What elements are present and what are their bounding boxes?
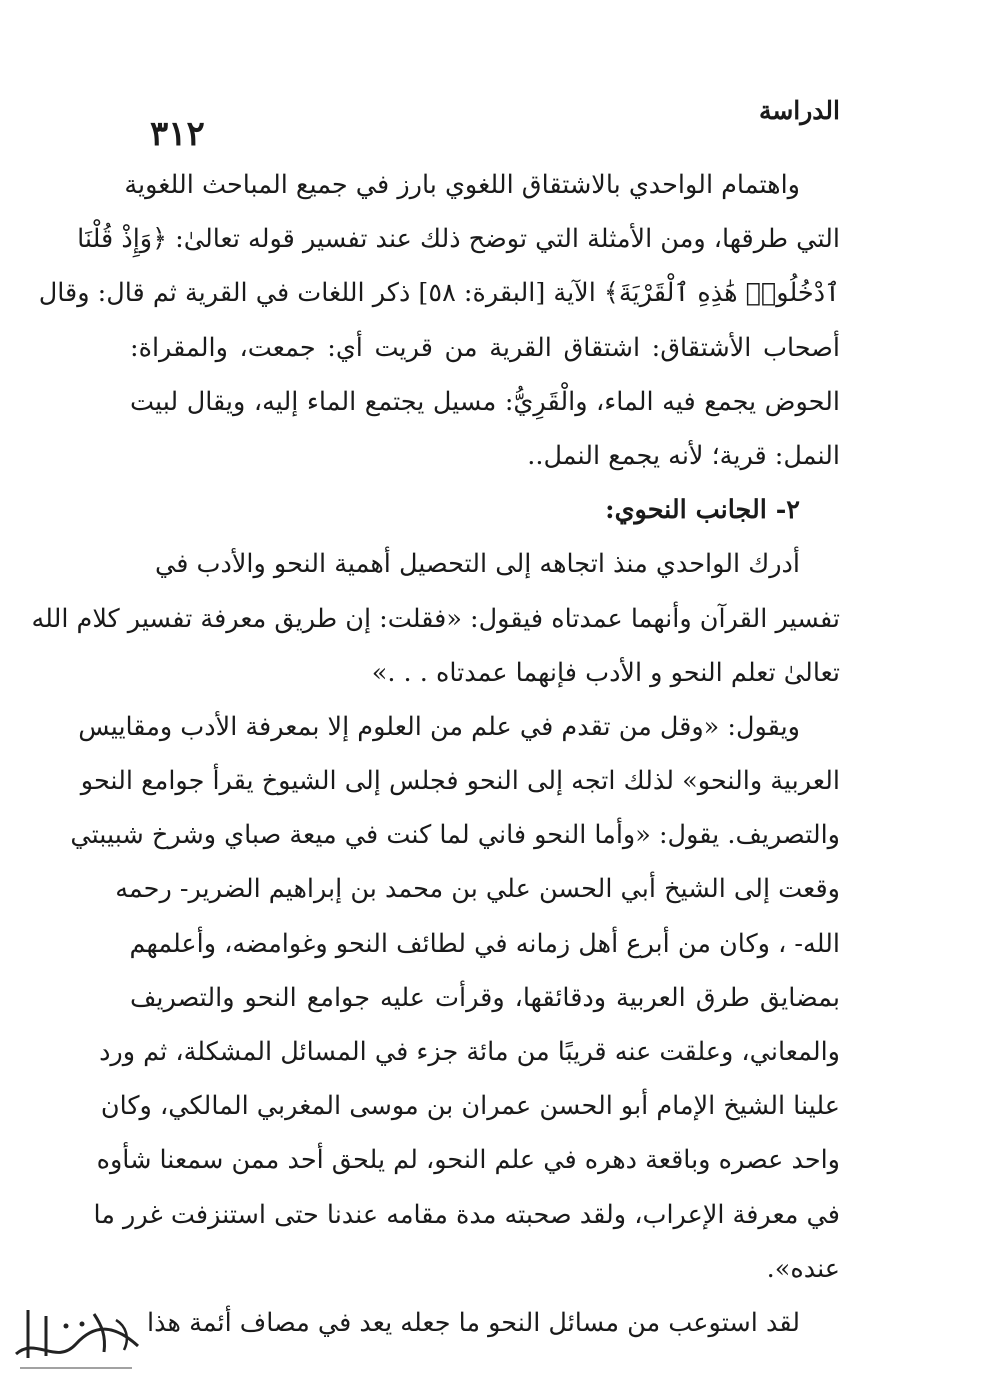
text-line: والتصريف. يقول: «وأما النحو فاني لما كنت في ميعة صباي وشرخ شبيبتي [70, 820, 840, 851]
publisher-logo [6, 1296, 146, 1380]
text-line: النمل: قرية؛ لأنه يجمع النمل.. [527, 440, 840, 471]
page-number: ٣١٢ [150, 114, 205, 154]
text-line: أدرك الواحدي منذ اتجاهه إلى التحصيل أهمية النحو والأدب في [154, 549, 800, 580]
text-line: تعالىٰ تعلم النحو و الأدب فإنهما عمدتاه . . .» [371, 657, 840, 688]
text-line: أصحاب الأشتقاق: اشتقاق القرية من قريت أي: جمعت، والمقراة: [130, 332, 840, 363]
text-line: ٱدْخُلُوا۟ هَٰذِهِ ٱلْقَرْيَةَ﴾ الآية [البقرة: ٥٨] ذكر اللغات في القرية ثم قال: وقال [38, 278, 840, 309]
text-line: وقعت إلى الشيخ أبي الحسن علي بن محمد بن إبراهيم الضرير- رحمه [115, 874, 840, 905]
text-line: في معرفة الإعراب، ولقد صحبته مدة مقامه عندنا حتى استنزفت غرر ما [93, 1199, 840, 1230]
text-line: والمعاني، وعلقت عنه قريبًا من مائة جزء في المسائل المشكلة، ثم ورد [99, 1037, 840, 1067]
text-line: علينا الشيخ الإمام أبو الحسن عمران بن موسى المغربي المالكي، وكان [100, 1091, 840, 1122]
section-heading: ٢- الجانب النحوي: [605, 495, 800, 526]
text-line: لقد استوعب من مسائل النحو ما جعله يعد في مصاف أئمة هذا [147, 1307, 800, 1338]
text-line: الحوض يجمع فيه الماء، والْقَرِيُّ: مسيل يجتمع الماء إليه، ويقال لبيت [130, 386, 840, 417]
text-line: واحد عصره وباقعة دهره في علم النحو، لم يلحق أحد ممن سمعنا شأوه [96, 1145, 840, 1176]
calligraphy-logo-icon [6, 1296, 146, 1380]
text-line: تفسير القرآن وأنهما عمدتاه فيقول: «فقلت: إن طريق معرفة تفسير كلام الله [31, 603, 840, 634]
text-line: التي طرقها، ومن الأمثلة التي توضح ذلك عند تفسير قوله تعالىٰ: ﴿وَإِذْ قُلْنَا [77, 224, 840, 255]
page-header [130, 96, 840, 156]
text-line: عنده». [766, 1253, 840, 1284]
text-line: بمضايق طرق العربية ودقائقها، وقرأت عليه جوامع النحو والتصريف [130, 982, 840, 1013]
body-text [31, 158, 840, 1350]
text-line: الله- ، وكان من أبرع أهل زمانه في لطائف النحو وغوامضه، وأعلمهم [129, 928, 840, 959]
text-line: ويقول: «وقل من تقدم في علم من العلوم إلا بمعرفة الأدب ومقاييس [78, 711, 800, 742]
text-line: واهتمام الواحدي بالاشتقاق اللغوي بارز في جميع المباحث اللغوية [124, 170, 800, 200]
running-title: الدراسة [758, 96, 840, 125]
text-line: العربية والنحو» لذلك اتجه إلى النحو فجلس إلى الشيوخ يقرأ جوامع النحو [80, 766, 840, 797]
